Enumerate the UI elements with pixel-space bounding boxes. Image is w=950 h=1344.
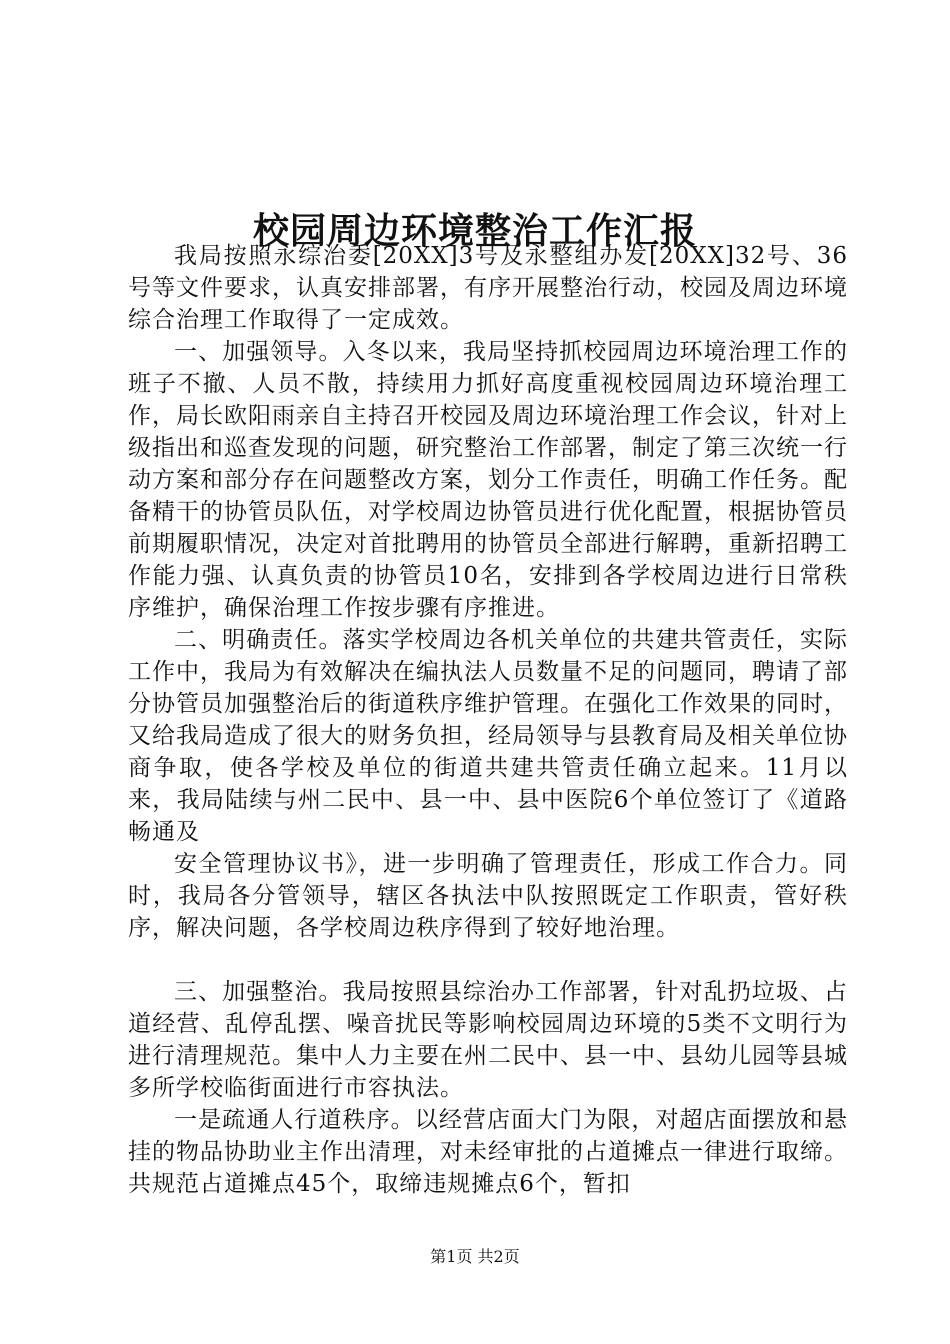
paragraph-sidewalk-order: 一是疏通人行道秩序。以经营店面大门为限，对超店面摆放和悬挂的物品协助业主作出清理，对未经审批的占道摊点一律进行取缔。共规范占道摊点45个，取缔违规摊点6个，暂扣 <box>128 1107 848 1197</box>
paragraph-rectification: 三、加强整治。我局按照县综治办工作部署，针对乱扔垃圾、占道经营、乱停乱摆、噪音扰民等影响校园周边环境的5类不文明行为进行清理规范。集中人力主要在州二民中、县一中、县幼儿园等县城多所学校临街面进行市容执法。 <box>128 979 848 1101</box>
document-title: 校园周边环境整治工作汇报 <box>252 210 697 253</box>
paragraph-responsibility: 二、明确责任。落实学校周边各机关单位的共建共管责任，实际工作中，我局为有效解决在编执法人员数量不足的问题同，聘请了部分协管员加强整治后的街道秩序维护管理。在强化工作效果的同时，又给我局造成了很大的财务负担，经局领导与县教育局及相关单位协商争取，使各学校及单位的街道共建共管责任确立起来。11月以来，我局陆续与州二民中、县一中、县中医院6个单位签订了《道路畅通及 <box>128 627 848 845</box>
document-body <box>128 240 848 1200</box>
paragraph-responsibility-continued: 安全管理协议书》，进一步明确了管理责任，形成工作合力。同时，我局各分管领导，辖区各执法中队按照既定工作职责，管好秩序，解决问题，各学校周边秩序得到了较好地治理。 <box>128 851 848 941</box>
paragraph-leadership: 一、加强领导。入冬以来，我局坚持抓校园周边环境治理工作的班子不撤、人员不散，持续用力抓好高度重视校园周边环境治理工作，局长欧阳雨亲自主持召开校园及周边环境治理工作会议，针对上级指出和巡查发现的问题，研究整治工作部署，制定了第三次统一行动方案和部分存在问题整改方案，划分工作责任，明确工作任务。配备精干的协管员队伍，对学校周边协管员进行优化配置，根据协管员前期履职情况，决定对首批聘用的协管员全部进行解聘，重新招聘工作能力强、认真负责的协管员10名，安排到各学校周边进行日常秩序维护，确保治理工作按步骤有序推进。 <box>128 339 848 621</box>
page-number-footer: 第1页 共2页 <box>430 1247 520 1266</box>
paragraph-intro: 我局按照永综治委[20XX]3号及永整组办发[20XX]32号、36号等文件要求，认真安排部署，有序开展整治行动，校园及周边环境综合治理工作取得了一定成效。 <box>128 243 848 333</box>
